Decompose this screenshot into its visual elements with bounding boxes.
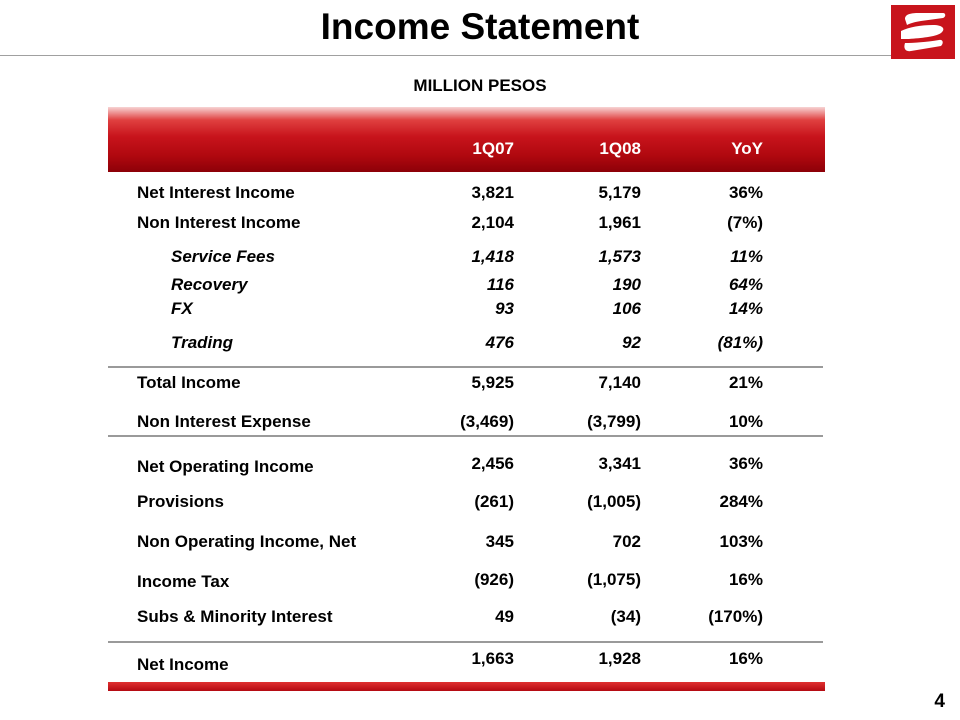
value-1q08: 5,179 (598, 183, 641, 202)
value-1q07: (926) (474, 570, 514, 589)
page-title: Income Statement (320, 6, 640, 47)
value-yoy: (81%) (717, 333, 763, 352)
value-1q07: 476 (485, 333, 514, 352)
column-header-1q07: 1Q07 (472, 139, 514, 158)
value-1q07: 3,821 (471, 183, 514, 202)
table-row (0, 532, 960, 554)
table-row (0, 649, 960, 674)
row-separator (108, 435, 823, 437)
row-label: Subs & Minority Interest (137, 607, 333, 626)
value-1q08: 106 (612, 299, 641, 318)
table-row (0, 333, 960, 355)
value-yoy: (7%) (727, 213, 763, 232)
value-1q07: 2,456 (471, 454, 514, 473)
value-yoy: 16% (728, 649, 763, 668)
table-row (0, 412, 960, 434)
column-header-yoy: YoY (731, 139, 763, 158)
row-label: Non Interest Expense (137, 412, 311, 431)
value-1q08: 7,140 (598, 373, 641, 392)
table-row (0, 275, 960, 297)
value-1q08: 190 (612, 275, 641, 294)
value-1q07: 49 (495, 607, 514, 626)
table-row (0, 570, 960, 592)
value-1q08: (34) (610, 607, 641, 626)
row-label: Provisions (137, 492, 224, 511)
row-label: FX (171, 299, 193, 318)
table-row (0, 183, 960, 205)
value-1q08: 1,573 (598, 247, 641, 266)
row-label: Total Income (137, 373, 241, 392)
value-yoy: (170%) (708, 607, 763, 626)
value-1q07: (3,469) (460, 412, 514, 431)
value-yoy: 21% (728, 373, 763, 392)
table-row (0, 373, 960, 395)
value-1q08: 1,961 (598, 213, 641, 232)
row-label: Non Interest Income (137, 213, 301, 232)
table-row (0, 213, 960, 235)
table-row (0, 299, 960, 321)
value-1q07: 116 (486, 275, 514, 294)
value-yoy: 64% (728, 275, 763, 294)
row-label: Trading (171, 333, 234, 352)
table-row (0, 247, 960, 269)
value-yoy: 16% (728, 570, 763, 589)
value-1q07: 345 (485, 532, 514, 551)
value-yoy: 36% (728, 183, 763, 202)
table-header-band (108, 107, 825, 172)
units-subtitle: MILLION PESOS (413, 76, 547, 95)
value-1q08: 92 (622, 333, 641, 352)
table-footer-band (108, 682, 825, 691)
row-label: Recovery (171, 275, 248, 294)
value-1q08: (1,005) (587, 492, 641, 511)
value-1q08: 3,341 (598, 454, 641, 473)
value-1q08: 1,928 (598, 649, 641, 668)
value-1q07: 1,418 (471, 247, 514, 266)
value-yoy: 103% (719, 532, 763, 551)
value-1q07: 5,925 (471, 373, 514, 392)
value-yoy: 284% (719, 492, 763, 511)
row-label: Non Operating Income, Net (137, 532, 357, 551)
row-separator (108, 641, 823, 643)
value-1q08: 702 (612, 532, 641, 551)
value-1q07: 2,104 (471, 213, 514, 232)
value-yoy: 10% (728, 412, 763, 431)
value-1q08: (3,799) (587, 412, 641, 431)
table-row (0, 607, 960, 629)
value-1q07: (261) (474, 492, 514, 511)
row-label: Net Interest Income (137, 183, 295, 202)
value-yoy: 11% (730, 247, 763, 266)
banorte-logo-icon (891, 5, 955, 59)
row-label: Net Income (137, 655, 229, 674)
page-number: 4 (934, 691, 945, 712)
title-divider (0, 55, 895, 56)
column-header-1q08: 1Q08 (599, 139, 641, 158)
value-1q07: 1,663 (471, 649, 514, 668)
value-yoy: 14% (728, 299, 763, 318)
table-row (0, 456, 960, 478)
value-1q08: (1,075) (587, 570, 641, 589)
value-yoy: 36% (728, 454, 763, 473)
row-label: Service Fees (171, 247, 275, 266)
row-label: Net Operating Income (137, 457, 314, 476)
table-row (0, 492, 960, 514)
row-separator (108, 366, 823, 368)
row-label: Income Tax (137, 572, 230, 591)
value-1q07: 93 (495, 299, 514, 318)
